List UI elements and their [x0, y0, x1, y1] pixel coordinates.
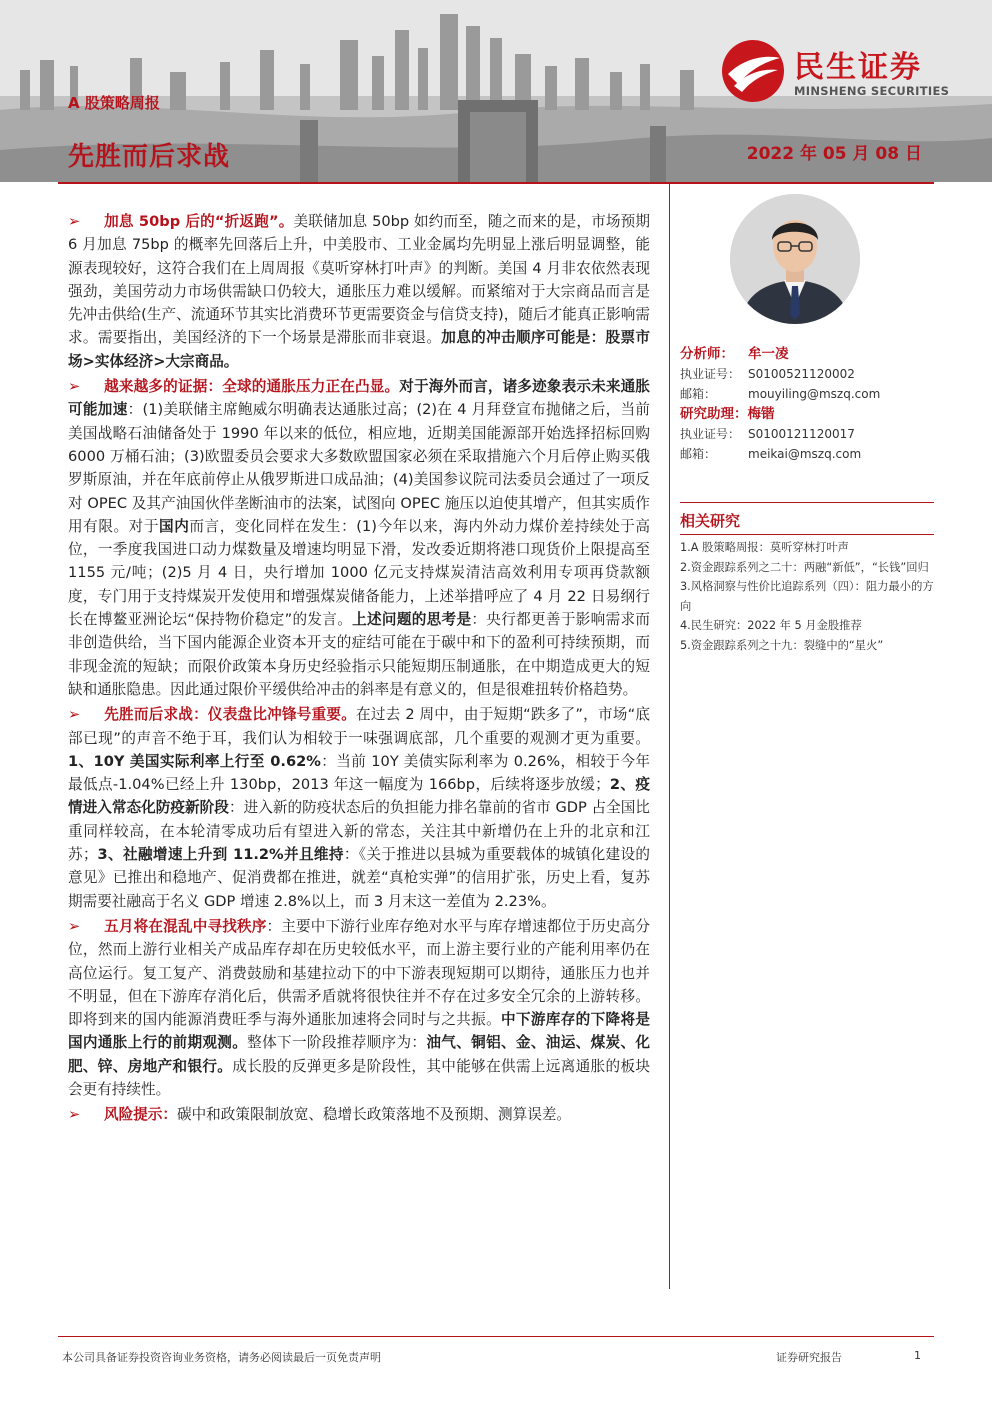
- paragraph-lead: 加息 50bp 后的“折返跑”。: [104, 213, 294, 230]
- paragraph-may-order: [68, 915, 650, 1101]
- assistant-name: 梅锴: [747, 406, 775, 422]
- bullet-arrow-icon: ➢: [68, 378, 81, 396]
- bullet-arrow-icon: ➢: [68, 213, 81, 230]
- analyst-cert-row: [680, 364, 940, 384]
- paragraph-text: ：主要中下游行业库存绝对水平与库存增速都位于历史高分位，然而上游行业相关产成品库存却在历史较低水平，而上游主要行业的产能利用率仍在高位运行。复工复产、消费鼓励和基建拉动下的中下游表现短期可以期待，通胀压力也并不明显，但在下游库存消化后，供需矛盾就将很快往并不存在过多安全冗余的上游转移。即将到来的国内能源消费旺季与海外通胀加速将会同时与之共振。: [68, 917, 650, 1029]
- logo-english-text: MINSHENG SECURITIES: [794, 84, 950, 98]
- paragraph-lead: 五月将在混乱中寻找秩序: [104, 917, 267, 935]
- paragraph-inflation-evidence: [68, 375, 650, 701]
- paragraph-bold: 油气、铜铝、金、油运、煤炭、化肥、锌、房地产和银行。: [68, 1034, 650, 1075]
- paragraph-bold: 上述问题的思考是: [352, 611, 472, 629]
- analyst-name: 牟一凌: [748, 346, 789, 362]
- paragraph-text: ：央行都更善于影响需求而非创造供给，当下国内能源企业资本开支的症结可能在于碳中和下的盈利可持续预期，而非现金流的短缺；而限价政策本身历史经验指示只能短期压制通胀，在中期造成更大的短缺和通胀隐患。因此通过限价平缓供给冲击的斜率是有意义的，但是很难扭转价格趋势。: [68, 611, 650, 698]
- analyst-email-row: [680, 384, 940, 404]
- paragraph-text: ：(1)美联储主席鲍威尔明确表达通胀过高；(2)在 4 月拜登宣布抛储之后，当前美国战略石油储备处于 1990 年以来的低位，相应地，近期美国能源部开始选择招标回购 6000 万桶石油；(3)欧盟委员会要求大多数欧盟国家必须在采取措施六个月后停止购买俄罗斯原油，并在年底前停止从俄罗斯进口成品油；(4)美国参议院司法委员会通过了一项反对 OPEC 及其产油国伙伴垄断油市的法案，试图向 OPEC 施压以迫使其增产，但其实质作用有限。对于: [68, 401, 650, 535]
- assistant-label: 研究助理：: [680, 406, 748, 422]
- analyst-email-link[interactable]: mouyiling@mszq.com: [748, 387, 881, 401]
- related-research-list: [680, 538, 934, 655]
- page-number: 1: [914, 1349, 921, 1362]
- paragraph-bold: 3、社融增速上升到 11.2%并且维持: [97, 846, 344, 864]
- paragraph-lead: 风险提示：: [104, 1106, 177, 1124]
- paragraph-bold: 加息的冲击顺序可能是：股票市场>实体经济>大宗商品。: [68, 329, 650, 370]
- header-divider: [58, 182, 934, 184]
- main-content: [68, 210, 650, 1129]
- related-item[interactable]: 1.A 股策略周报：莫听穿林打叶声: [680, 541, 849, 554]
- paragraph-text: 成长股的反弹更多是阶段性，其中能够在供需上远离通胀的板块会更有持续性。: [68, 1057, 650, 1098]
- paragraph-text: ：当前 10Y 美债实际利率为 0.26%，相较于今年最低点-1.04%已经上升 130bp，2013 年这一幅度为 166bp，后续将逐步放缓；: [68, 752, 650, 794]
- assistant-cert-row: [680, 424, 940, 444]
- related-item[interactable]: 5.资金跟踪系列之十九：裂缝中的“星火”: [680, 638, 884, 652]
- paragraph-text: ：《关于推进以县城为重要载体的城镇化建设的意见》已推出和稳地产、促消费都在推进，就差“真枪实弹”的信用扩张，历史上看，复苏期需要社融高于名义 GDP 增速 2.8%以上，而 3 月末这一差值为 2.23%。: [68, 846, 650, 910]
- cert-label: 执业证号：: [680, 427, 741, 441]
- bullet-arrow-icon: ➢: [68, 917, 81, 935]
- paragraph-bold: 对于海外而言，诸多迹象表示未来通胀可能加速: [68, 378, 650, 419]
- logo-chinese-text: 民生证券: [794, 50, 922, 85]
- paragraph-text: 美联储加息 50bp 如约而至，随之而来的是，市场预期 6 月加息 75bp 的概率先回落后上升，中美股市、工业金属均先明显上涨后明显调整，能源表现较好，这符合我们在上周周报《莫听穿林打叶声》的判断。美国 4 月非农依然表现强劲，美国劳动力市场供需缺口仍较大，通胀压力难以缓解。而紧缩对于大宗商品而言是先冲击供给(生产、流通环节其实比消费环节更需要资金与信贷支持)，随后才能真正影响需求。需要指出，美国经济的下一个场景是滞胀而非衰退。: [68, 213, 650, 347]
- column-divider: [669, 184, 670, 1289]
- analyst-label: 分析师：: [680, 346, 734, 362]
- paragraph-dashboard: [68, 703, 650, 913]
- analyst-cert: S0100521120002: [748, 367, 855, 381]
- related-item[interactable]: 2.资金跟踪系列之二十：两融“新低”，“长钱”回归: [680, 560, 929, 574]
- report-date: 2022 年 05 月 08 日: [746, 144, 922, 164]
- email-label: 邮箱：: [680, 447, 717, 461]
- minsheng-logo: [720, 38, 970, 108]
- logo-emblem-icon: [720, 38, 786, 104]
- paragraph-lead: 越来越多的证据：全球的通胀压力正在凸显。: [104, 378, 400, 396]
- footer-doc-type: 证券研究报告: [776, 1351, 842, 1364]
- analyst-info: [680, 344, 940, 464]
- cert-label: 执业证号：: [680, 367, 741, 381]
- email-label: 邮箱：: [680, 387, 717, 401]
- analyst-avatar-icon: [730, 194, 860, 324]
- bullet-arrow-icon: ➢: [68, 1106, 81, 1124]
- related-research-title: 相关研究: [680, 512, 741, 530]
- assistant-cert: S0100121120017: [748, 427, 855, 441]
- paragraph-risk: [68, 1103, 650, 1126]
- related-item[interactable]: 3.风格洞察与性价比追踪系列（四）：阻力最小的方向: [680, 580, 934, 613]
- paragraph-lead: 先胜而后求战：仪表盘比冲锋号重要。: [104, 706, 357, 724]
- footer-disclaimer: 本公司具备证券投资咨询业务资格，请务必阅读最后一页免责声明: [62, 1351, 381, 1364]
- analyst-photo: [730, 194, 860, 324]
- assistant-email-row: [680, 444, 940, 464]
- paragraph-bold: 中下游库存的下降将是国内通胀上行的前期观测。: [68, 1011, 650, 1052]
- bullet-arrow-icon: ➢: [68, 706, 81, 724]
- report-title: 先胜而后求战: [68, 142, 231, 172]
- paragraph-bold: 国内: [159, 517, 190, 535]
- related-item[interactable]: 4.民生研究：2022 年 5 月金股推荐: [680, 619, 862, 632]
- paragraph-rate-hike: [68, 210, 650, 373]
- paragraph-bold: 1、10Y 美国实际利率上行至 0.62%: [68, 752, 321, 770]
- paragraph-text: 而言，变化同样在发生：(1)今年以来，海内外动力煤价差持续处于高位，一季度我国进口动力煤数量及增速均明显下滑，发改委近期将港口现货价上限提高至 1155 元/吨；(2)5 月 4 日，央行增加 1000 亿元支持煤炭清洁高效利用专项再贷款额度，专门用于支持煤炭开发使用和增强煤炭储备能力，上述举措呼应了 4 月 22 日易纲行长在博鳌亚洲论坛“保持物价稳定”的发言。: [68, 517, 650, 629]
- paragraph-text: ：进入新的防疫状态后的负担能力排名靠前的省市 GDP 占全国比重同样较高，在本轮清零成功后有望进入新的常态，关注其中新增仍在上升的北京和江苏；: [68, 799, 650, 864]
- paragraph-text: 碳中和政策限制放宽、稳增长政策落地不及预期、测算误差。: [176, 1106, 572, 1124]
- paragraph-text: 在过去 2 周中，由于短期“跌多了”，市场“底部已现”的声音不绝于耳，我们认为相较于一味强调底部，几个重要的观测才更为重要。: [68, 706, 650, 747]
- sidebar-divider: [680, 534, 934, 535]
- assistant-email-link[interactable]: meikai@mszq.com: [748, 447, 862, 461]
- analyst-row: [680, 344, 940, 364]
- footer-divider: [58, 1336, 934, 1337]
- report-type: A 股策略周报: [68, 94, 160, 112]
- assistant-row: [680, 404, 940, 424]
- header-banner: [0, 0, 992, 182]
- paragraph-text: 整体下一阶段推荐顺序为：: [247, 1034, 427, 1052]
- sidebar-divider: [680, 502, 934, 503]
- paragraph-bold: 2、疫情进入常态化防疫新阶段: [68, 776, 651, 817]
